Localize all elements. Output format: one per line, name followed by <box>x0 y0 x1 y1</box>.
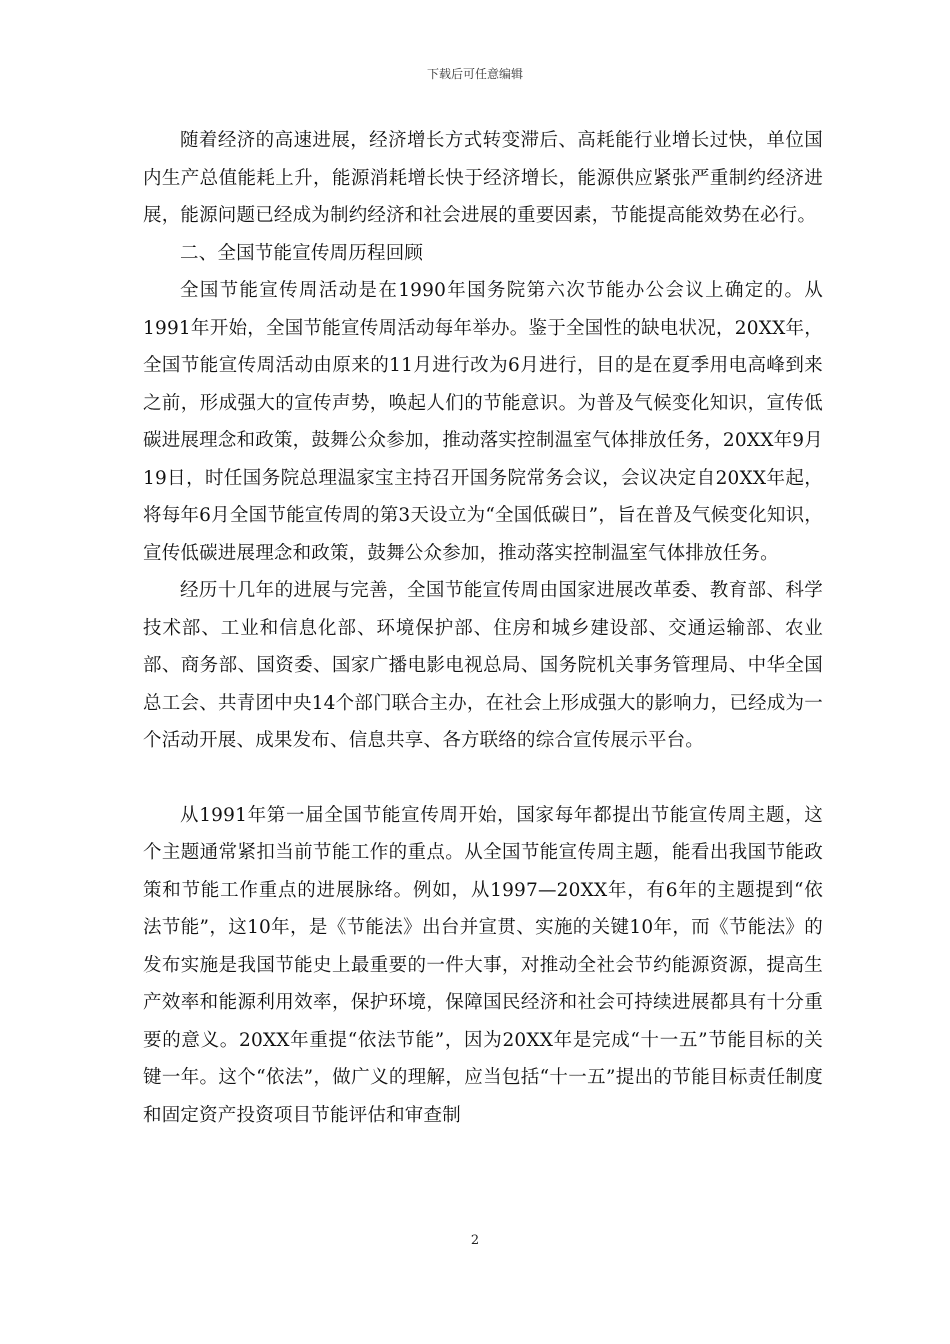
document-body <box>143 122 823 1134</box>
paragraph-spacer <box>143 760 823 797</box>
paragraph-week-origin: 全国节能宣传周活动是在1990年国务院第六次节能办公会议上确定的。从1991年开始，全国节能宣传周活动每年举办。鉴于全国性的缺电状况，20XX年，全国节能宣传周活动由原来的11月进行改为6月进行，目的是在夏季用电高峰到来之前，形成强大的宣传声势，唤起人们的节能意识。为普及气候变化知识，宣传低碳进展理念和政策，鼓舞公众参加，推动落实控制温室气体排放任务，20XX年9月19日，时任国务院总理温家宝主持召开国务院常务会议，会议决定自20XX年起，将每年6月全国节能宣传周的第3天设立为“全国低碳日”，旨在普及气候变化知识，宣传低碳进展理念和政策，鼓舞公众参加，推动落实控制温室气体排放任务。 <box>143 280 823 564</box>
paragraph-energy-background: 随着经济的高速进展，经济增长方式转变滞后、高耗能行业增长过快，单位国内生产总值能耗上升，能源消耗增长快于经济增长，能源供应紧张严重制约经济进展，能源问题已经成为制约经济和社会进展的重要因素，节能提高能效势在必行。 <box>143 130 823 226</box>
section-heading-history: 二、全国节能宣传周历程回顾 <box>180 242 424 264</box>
page-number: 2 <box>470 1233 480 1248</box>
page-header: 下载后可任意编辑 <box>426 67 523 81</box>
paragraph-themes: 从1991年第一届全国节能宣传周开始，国家每年都提出节能宣传周主题，这个主题通常紧扣当前节能工作的重点。从全国节能宣传周主题，能看出我国节能政策和节能工作重点的进展脉络。例如，从1997—20XX年，有6年的主题提到“依法节能”，这10年，是《节能法》出台并宣贯、实施的关键10年，而《节能法》的发布实施是我国节能史上最重要的一件大事，对推动全社会节约能源资源，提高生产效率和能源利用效率，保护环境，保障国民经济和社会可持续进展都具有十分重要的意义。20XX年重提“依法节能”，因为20XX年是完成“十一五”节能目标的关键一年。这个“依法”，做广义的理解，应当包括“十一五”提出的节能目标责任制度和固定资产投资项目节能评估和审查制 <box>143 804 823 1126</box>
paragraph-organizers: 经历十几年的进展与完善，全国节能宣传周由国家进展改革委、教育部、科学技术部、工业和信息化部、环境保护部、住房和城乡建设部、交通运输部、农业部、商务部、国资委、国家广播电影电视总局、国务院机关事务管理局、中华全国总工会、共青团中央14个部门联合主办，在社会上形成强大的影响力，已经成为一个活动开展、成果发布、信息共享、各方联络的综合宣传展示平台。 <box>143 580 823 751</box>
